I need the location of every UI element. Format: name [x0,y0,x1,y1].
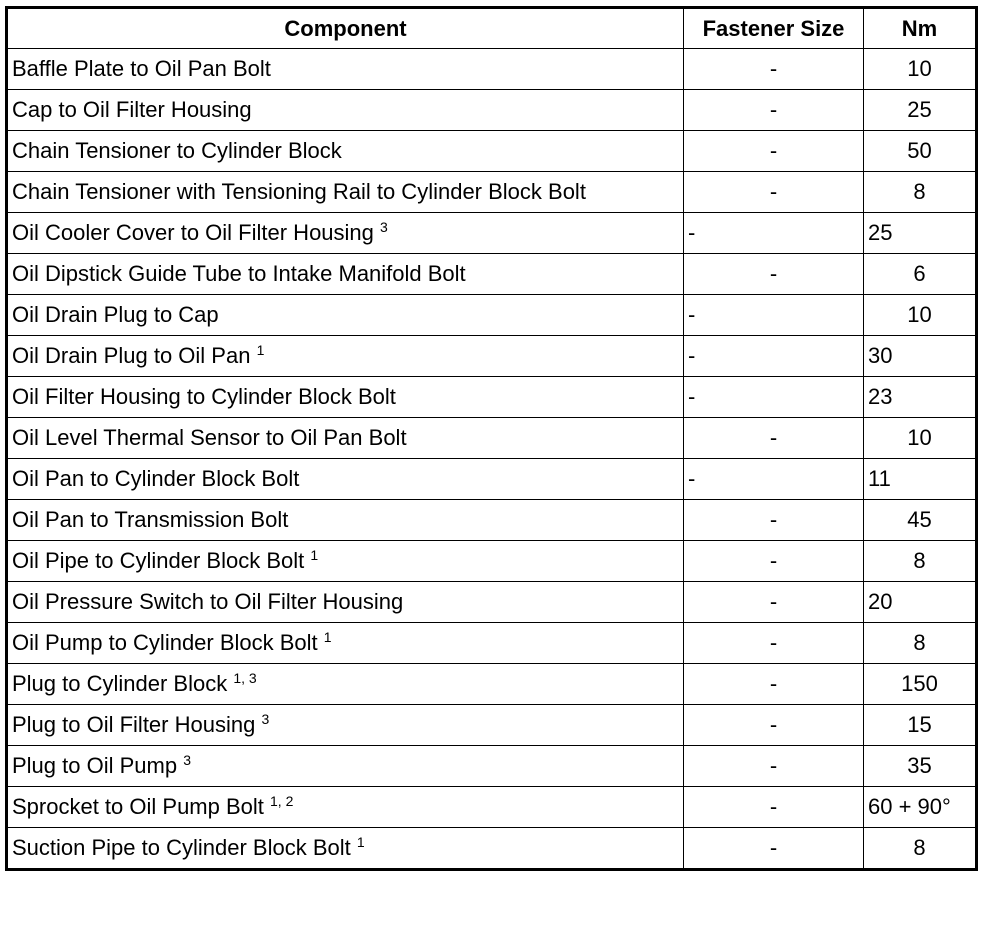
component-name: Plug to Oil Filter Housing [12,712,256,737]
fastener-size-cell: - [684,377,864,418]
table-row [7,172,977,213]
fastener-size-cell: - [684,254,864,295]
component-cell [7,459,684,500]
footnote-reference: 3 [380,219,388,235]
component-cell [7,336,684,377]
component-cell [7,746,684,787]
fastener-size-cell: - [684,49,864,90]
fastener-size-cell: - [684,172,864,213]
component-name: Cap to Oil Filter Housing [12,97,252,122]
fastener-size-cell: - [684,459,864,500]
fastener-size-cell: - [684,664,864,705]
table-row [7,49,977,90]
table-row [7,828,977,870]
table-row [7,623,977,664]
component-name: Oil Pipe to Cylinder Block Bolt [12,548,305,573]
fastener-size-cell: - [684,418,864,459]
table-row [7,418,977,459]
fastener-size-cell: - [684,541,864,582]
component-cell [7,623,684,664]
component-name: Oil Drain Plug to Cap [12,302,219,327]
component-cell [7,828,684,870]
table-row [7,131,977,172]
component-cell [7,500,684,541]
component-name: Oil Pressure Switch to Oil Filter Housing [12,589,404,614]
component-name: Oil Pump to Cylinder Block Bolt [12,630,318,655]
table-row [7,705,977,746]
fastener-size-cell: - [684,623,864,664]
table-header-row [7,8,977,49]
fastener-size-cell: - [684,828,864,870]
table-row [7,336,977,377]
header-component: Component [7,8,684,49]
table-row [7,787,977,828]
nm-value-cell: 10 [864,418,977,459]
component-cell [7,582,684,623]
component-name: Oil Dipstick Guide Tube to Intake Manifold Bolt [12,261,466,286]
table-row [7,746,977,787]
table-row [7,254,977,295]
header-fastener-size: Fastener Size [684,8,864,49]
fastener-size-cell: - [684,787,864,828]
footnote-reference: 1 [256,342,265,358]
nm-value-cell: 10 [864,49,977,90]
nm-value-cell: 50 [864,131,977,172]
component-cell [7,172,684,213]
component-name: Plug to Oil Pump [12,753,178,778]
nm-value-cell: 150 [864,664,977,705]
footnote-reference: 1 [323,629,332,645]
torque-specifications-table [5,6,978,871]
nm-value-cell: 6 [864,254,977,295]
table-row [7,377,977,418]
component-cell [7,541,684,582]
nm-value-cell: 60 + 90° [864,787,977,828]
component-name: Chain Tensioner with Tensioning Rail to Cylinder Block Bolt [12,179,586,204]
nm-value-cell: 35 [864,746,977,787]
footnote-reference: 1 [310,547,319,563]
component-cell [7,131,684,172]
component-cell [7,377,684,418]
component-name: Chain Tensioner to Cylinder Block [12,138,342,163]
fastener-size-cell: - [684,746,864,787]
nm-value-cell: 30 [864,336,977,377]
footnote-reference: 3 [183,752,191,768]
component-name: Oil Cooler Cover to Oil Filter Housing [12,220,374,245]
nm-value-cell: 25 [864,90,977,131]
component-cell [7,418,684,459]
table-row [7,664,977,705]
table-body [7,49,977,870]
torque-table-container [5,6,978,871]
table-row [7,213,977,254]
fastener-size-cell: - [684,131,864,172]
table-row [7,295,977,336]
nm-value-cell: 23 [864,377,977,418]
header-nm: Nm [864,8,977,49]
component-cell [7,49,684,90]
component-name: Plug to Cylinder Block [12,671,228,696]
component-cell [7,787,684,828]
component-name: Oil Pan to Cylinder Block Bolt [12,466,300,491]
fastener-size-cell: - [684,213,864,254]
fastener-size-cell: - [684,295,864,336]
component-name: Baffle Plate to Oil Pan Bolt [12,56,271,81]
component-cell [7,664,684,705]
table-row [7,582,977,623]
component-name: Sprocket to Oil Pump Bolt [12,794,264,819]
component-cell [7,295,684,336]
footnote-reference: 3 [261,711,270,727]
table-row [7,541,977,582]
component-cell [7,90,684,131]
nm-value-cell: 11 [864,459,977,500]
footnote-reference: 1, 2 [270,793,294,809]
nm-value-cell: 8 [864,541,977,582]
component-cell [7,213,684,254]
fastener-size-cell: - [684,336,864,377]
table-row [7,90,977,131]
nm-value-cell: 8 [864,828,977,870]
nm-value-cell: 20 [864,582,977,623]
fastener-size-cell: - [684,705,864,746]
nm-value-cell: 8 [864,623,977,664]
table-row [7,459,977,500]
footnote-reference: 1 [356,834,365,850]
component-cell [7,254,684,295]
nm-value-cell: 8 [864,172,977,213]
table-row [7,500,977,541]
fastener-size-cell: - [684,500,864,541]
component-name: Suction Pipe to Cylinder Block Bolt [12,835,351,860]
component-cell [7,705,684,746]
nm-value-cell: 45 [864,500,977,541]
component-name: Oil Drain Plug to Oil Pan [12,343,251,368]
fastener-size-cell: - [684,90,864,131]
nm-value-cell: 25 [864,213,977,254]
component-name: Oil Pan to Transmission Bolt [12,507,289,532]
nm-value-cell: 10 [864,295,977,336]
component-name: Oil Filter Housing to Cylinder Block Bolt [12,384,396,409]
fastener-size-cell: - [684,582,864,623]
footnote-reference: 1, 3 [233,670,257,686]
nm-value-cell: 15 [864,705,977,746]
component-name: Oil Level Thermal Sensor to Oil Pan Bolt [12,425,407,450]
